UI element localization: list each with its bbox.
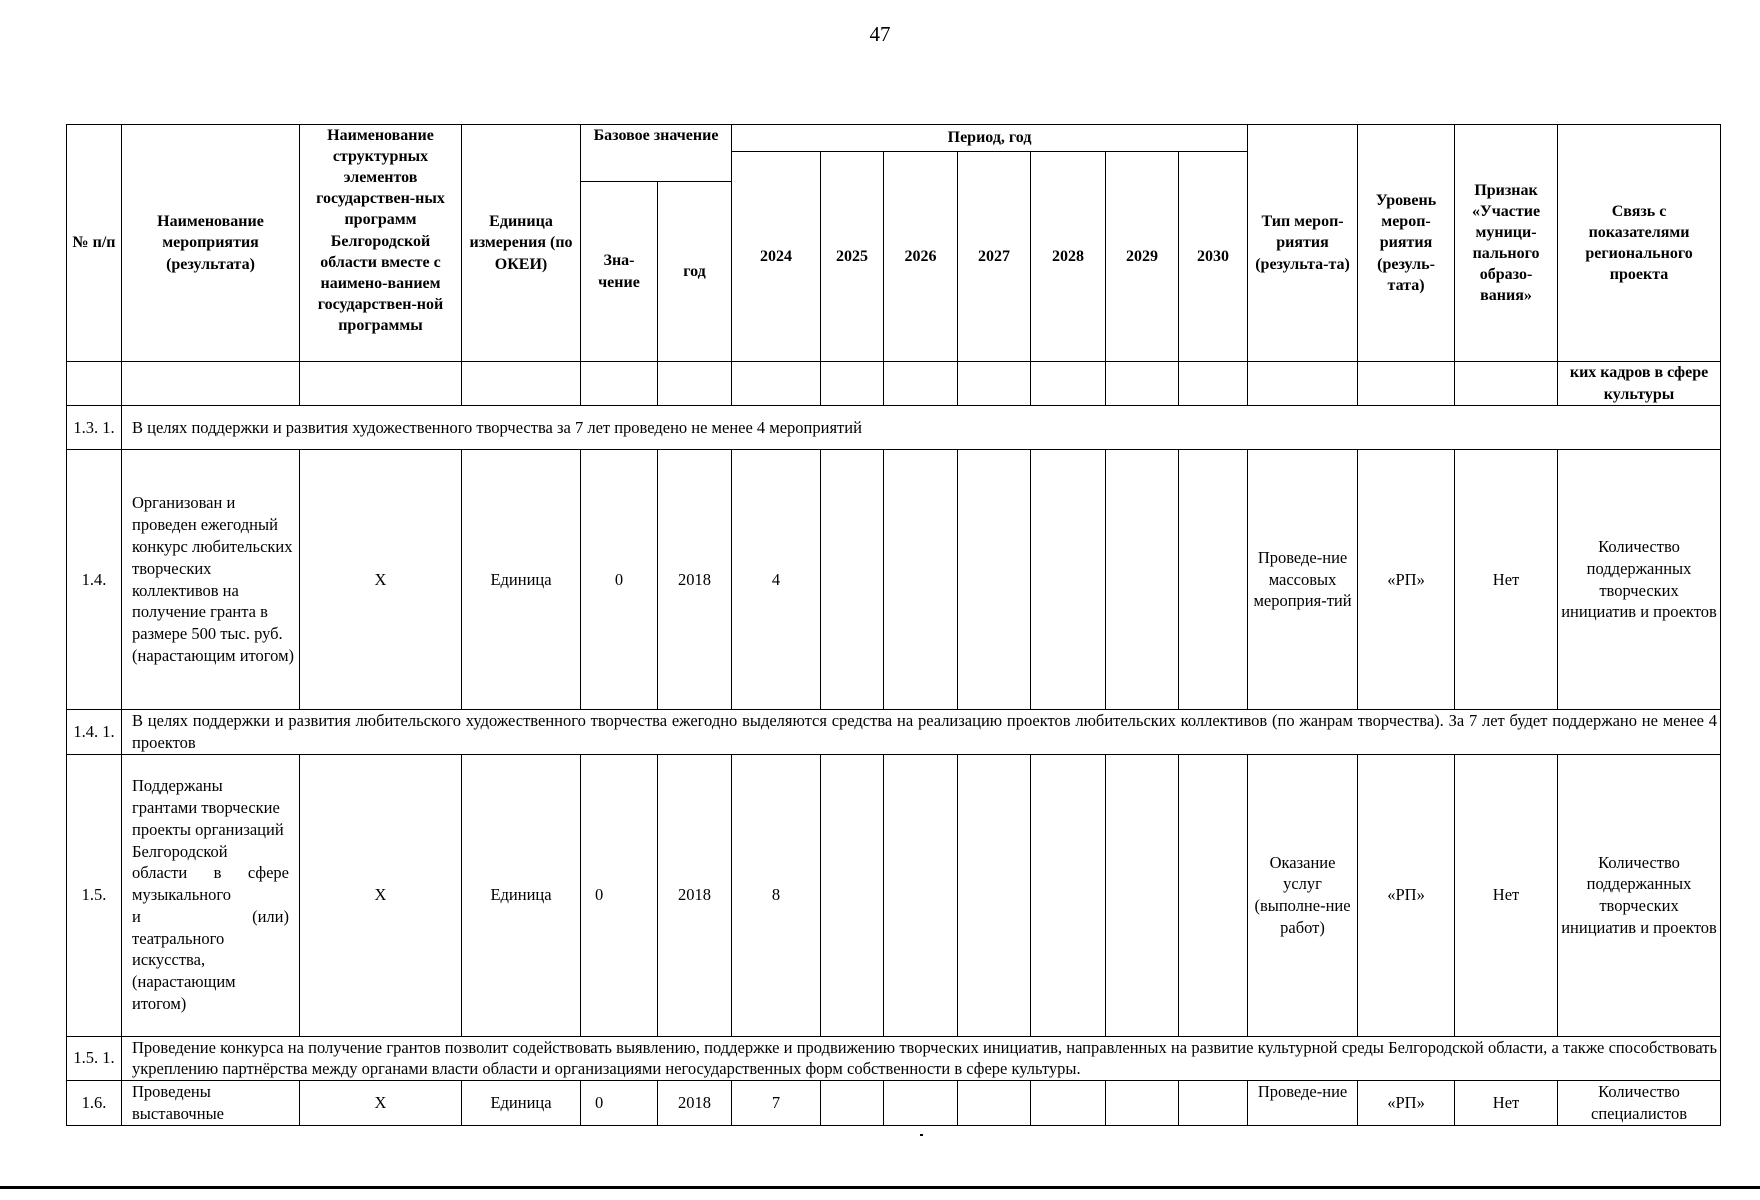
header-base: Базовое значение [581,125,732,182]
row-num: 1.5. 1. [67,1036,122,1081]
row-link: Количество специалистов [1558,1081,1721,1126]
row-link: Количество поддержанных творческих инициатив и проектов [1558,450,1721,710]
row-2024: 8 [732,754,821,1036]
table-row [67,1036,1721,1081]
header-num: № п/п [67,125,122,362]
table-row [67,1081,1721,1126]
row-type: Проведе-ние [1248,1081,1358,1126]
table-row [67,754,1721,1036]
row-name-word: сфере [247,863,289,883]
row-note: Проведение конкурса на получение грантов позволит содействовать выявлению, поддержке и продвижению творческих инициатив, направленных на развитие культурной среды Белгородской области, а также способствовать укреплению партнёрства между органами власти области и организациями негосударственных форм собственности в сфере культуры. [122,1036,1721,1081]
row-level: «РП» [1358,754,1455,1036]
row-2024: 7 [732,1081,821,1126]
scan-speck [920,1134,923,1136]
row-elements: Х [300,1081,462,1126]
row-num: 1.6. [67,1081,122,1126]
row-name-word: области [132,863,188,883]
row-link: Количество поддержанных творческих инициатив и проектов [1558,754,1721,1036]
header-year-2028: 2028 [1031,152,1106,362]
header-level: Уровень мероп-риятия (резуль-тата) [1358,125,1455,362]
table-row [67,450,1721,710]
header-link: Связь с показателями регионального проекта [1558,125,1721,362]
row-note: В целях поддержки и развития любительского художественного творчества ежегодно выделяются средства на реализацию проектов любительских коллективов (по жанрам творчества). За 7 лет будет поддержано не менее 4 проектов [122,710,1721,755]
row-name-part [132,906,289,928]
row-name-part: музыкального [132,885,231,905]
row-level: «РП» [1358,450,1455,710]
activities-table [66,124,1721,1126]
bottom-rule [0,1186,1760,1189]
row-name-part: Поддержаны грантами творческие проекты организаций Белгородской [132,776,284,861]
row-municipal: Нет [1455,450,1558,710]
header-type: Тип мероп-риятия (результа-та) [1248,125,1358,362]
header-base-year: год [658,182,732,362]
row-name [122,754,300,1036]
row-name-word: в [213,863,222,883]
table-row [67,406,1721,450]
row-num: 1.5. [67,754,122,1036]
row-name-part [132,862,289,884]
row-unit: Единица [462,1081,581,1126]
row-unit: Единица [462,450,581,710]
header-year-2024: 2024 [732,152,821,362]
header-period: Период, год [732,125,1248,152]
header-year-2026: 2026 [884,152,958,362]
header-name: Наименование мероприятия (результата) [122,125,300,362]
row-name-word: (или) [252,906,289,926]
header-year-2029: 2029 [1106,152,1179,362]
header-row-1 [67,125,1721,152]
row-base-value: 0 [581,450,658,710]
header-year-2027: 2027 [958,152,1031,362]
row-num: 1.4. 1. [67,710,122,755]
row-type: Оказание услуг (выполне-ние работ) [1248,754,1358,1036]
row-unit: Единица [462,754,581,1036]
row-num: 1.4. [67,450,122,710]
carryover-link: ких кадров в сфере культуры [1558,362,1721,406]
row-name-part: театрального искусства, (нарастающим итогом) [132,928,236,1013]
row-name: Организован и проведен ежегодный конкурс любительских творческих коллективов на получение гранта в размере 500 тыс. руб. (нарастающим итогом) [122,450,300,710]
row-num: 1.3. 1. [67,406,122,450]
row-note: В целях поддержки и развития художественного творчества за 7 лет проведено не менее 4 мероприятий [122,406,1721,450]
row-type: Проведе-ние массовых мероприя-тий [1248,450,1358,710]
header-year-2030: 2030 [1179,152,1248,362]
row-2024: 4 [732,450,821,710]
row-municipal: Нет [1455,754,1558,1036]
header-elements: Наименование структурных элементов государствен-ных программ Белгородской области вместе с наимено-ванием государствен-ной программы [300,125,462,362]
row-base-value: 0 [581,1081,658,1126]
row-elements: Х [300,450,462,710]
row-base-value: 0 [581,754,658,1036]
row-name: Проведены выставочные [122,1081,300,1126]
page-number: 47 [869,22,891,46]
row-base-year: 2018 [658,450,732,710]
header-unit: Единица измерения (по ОКЕИ) [462,125,581,362]
row-level: «РП» [1358,1081,1455,1126]
row-base-year: 2018 [658,754,732,1036]
row-name-word: и [132,906,141,926]
table-row [67,710,1721,755]
header-municipal: Признак «Участие муници-пального образо-вания» [1455,125,1558,362]
row-elements: Х [300,754,462,1036]
row-base-year: 2018 [658,1081,732,1126]
row-municipal: Нет [1455,1081,1558,1126]
header-year-2025: 2025 [821,152,884,362]
carryover-row [67,362,1721,406]
header-base-value: Зна-чение [581,182,658,362]
